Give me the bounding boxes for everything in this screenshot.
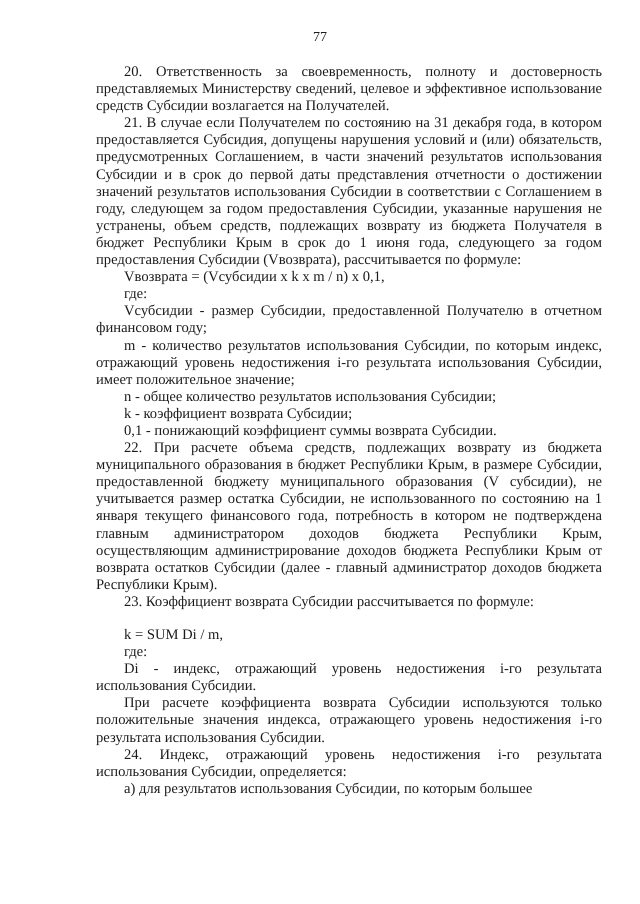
paragraph-24: 24. Индекс, отражающий уровень недостижения i-го результата использования Субсидии, определяется: [96, 746, 602, 780]
definition-m: m - количество результатов использования Субсидии, по которым индекс, отражающий уровень недостижения i-го результата использования Субсидии, имеет положительное значение; [96, 337, 602, 388]
definition-di: Di - индекс, отражающий уровень недостижения i-го результата использования Субсидии. [96, 661, 602, 695]
document-body [96, 64, 602, 798]
spacer [96, 611, 602, 627]
paragraph-24-a: а) для результатов использования Субсидии, по которым большее [124, 780, 533, 797]
paragraph-21: 21. В случае если Получателем по состоянию на 31 декабря года, в котором предоставляется Субсидия, допущены нарушения условий и (или) обязательств, предусмотренных Соглашением, в части значений результатов использования Субсидии и в срок до первой даты представления отчетности о достижении значений результатов использования Субсидии в соответствии с Соглашением в году, следующем за годом предоставления Субсидии, указанные нарушения не устранены, объем средств, подлежащих возврату из бюджета Получателя в бюджет Республики Крым в срок до 1 июня года, следующего за годом предоставления Субсидии (Vвозврата), рассчитывается по формуле: [96, 115, 602, 269]
page-number: 77 [313, 30, 327, 45]
definition-k: k - коэффициент возврата Субсидии; [124, 405, 353, 422]
definition-coefficient: 0,1 - понижающий коэффициент суммы возврата Субсидии. [124, 422, 497, 439]
formula-k: k = SUM Di / m, [124, 627, 224, 643]
formula-v-return: Vвозврата = (Vсубсидии х k х m / n) х 0,1, [124, 269, 385, 286]
definition-n: n - общее количество результатов использования Субсидии; [124, 388, 497, 405]
where-label-1: где: [124, 286, 148, 303]
definition-v-subsidy: Vсубсидии - размер Субсидии, предоставленной Получателю в отчетном финансовом году; [96, 303, 602, 337]
paragraph-20: 20. Ответственность за своевременность, полноту и достоверность представляемых Министерству сведений, целевое и эффективное использование средств Субсидии возлагается на Получателей. [96, 64, 602, 115]
paragraph-23: 23. Коэффициент возврата Субсидии рассчитывается по формуле: [124, 593, 534, 610]
paragraph-22: 22. При расчете объема средств, подлежащих возврату из бюджета муниципального образования в бюджет Республики Крым, в размере Субсидии, предоставленной бюджету муниципального образования (V субсидии), не учитывается размер остатка Субсидии, не использованного по состоянию на 1 января текущего финансового года, потребность в котором не подтверждена главным администратором доходов бюджета Республики Крым, осуществляющим администрирование доходов бюджета Республики Крым от возврата остатков Субсидии (далее - главный администратор доходов бюджета Республики Крым). [96, 440, 602, 593]
where-label-2: где: [124, 644, 148, 661]
paragraph-positive-values: При расчете коэффициента возврата Субсидии используются только положительные значения индекса, отражающего уровень недостижения i-го результата использования Субсидии. [96, 695, 602, 746]
